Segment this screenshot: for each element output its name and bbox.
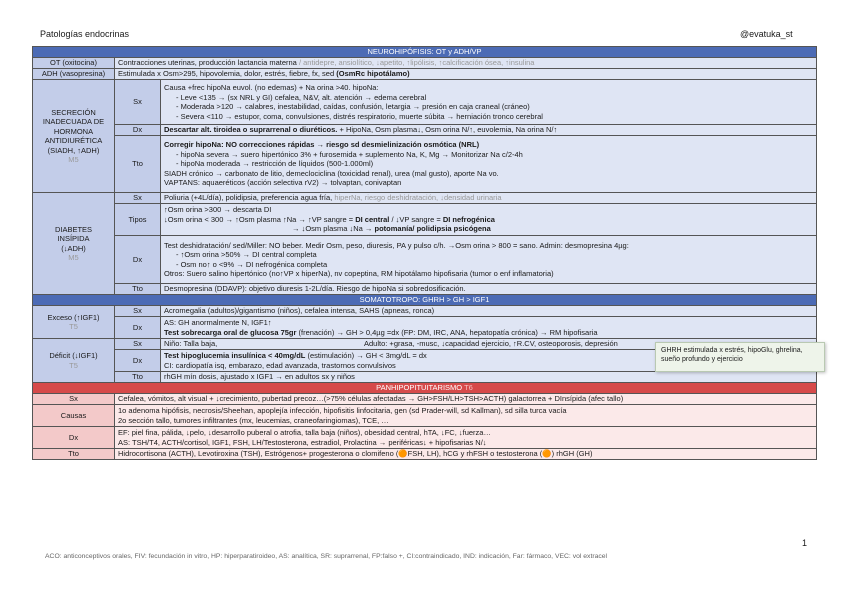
deficit-tto-content: rhGH mín dosis, ajustado x IGF1 → en adultos sx y niños: [161, 372, 817, 383]
deficit-dx-content: Test hipoglucemia insulínica < 40mg/dL (estimulación) → GH < 3mg/dL = dx CI: cardiopatía isq, embarazo, edad avanzada, trastornos convulsivos: [161, 350, 817, 372]
abbreviations-footer: ACO: anticonceptivos orales, FIV: fecundación in vitro, HP: hiperparatiroideo, AS: analítica, SR: suprarrenal, FP:falso +, CI:contraindicado, IND: indicación, Far: fármaco, VEC: vol extracel: [45, 553, 608, 560]
author-handle: @evatuka_st: [740, 29, 793, 39]
ot-description: Contracciones uterinas, producción lactancia materna / antidepre, ansiolítico, ↓apetito, ↑lipólisis, ↑calcificación ósea, ↑insulina: [115, 58, 817, 69]
module-tag: M5: [68, 155, 79, 164]
module-tag: T5: [69, 360, 78, 370]
siadh-sx-label: Sx: [115, 80, 161, 125]
exceso-sx-content: Acromegalia (adultos)/gigantismo (niños), cefalea intensa, SAHS (apneas, ronca): [161, 306, 817, 317]
panhipo-tto-label: Tto: [33, 449, 115, 460]
ghrh-note-callout: GHRH estimulada x estrés, hipoGlu, ghrelina, sueño profundo y ejercicio: [655, 342, 825, 372]
adh-description: Estimulada x Osm>295, hipovolemia, dolor, estrés, fiebre, fx, sed (OsmRc hipotálamo): [115, 69, 817, 80]
siadh-sx-content: Causa +frec hipoNa euvol. (no edemas) + Na orina >40. hipoNa: - Leve <135 → (sx NRL y GI) cefalea, N&V, alt. atención → edema cerebral - Moderada >120 → calabres, inestabilidad, caídas, confusión, letargia → presión en caja craneal (cráneo) - Severa <110 → estupor, coma, convulsiones, distrés respiratorio, muerte súbita → herniación tronco cerebral: [161, 80, 817, 125]
exceso-sx-label: Sx: [115, 306, 161, 317]
exceso-igf1-label: Exceso (↑IGF1) T5: [33, 306, 115, 339]
panhipo-causas-content: 1o adenoma hipófisis, necrosis/Sheehan, apoplejía infección, hipofisitis linfocitaria, gen (sd Prader-will, sd Kallman), sd silla turca vacía 2o sección tallo, tumores infiltrantes (mx, leucemias, craneofaringiomas), TCE, …: [115, 405, 817, 427]
endocrine-table: [32, 46, 817, 460]
di-tto-content: Desmopresina (DDAVP): objetivo diuresis 1-2L/día. Riesgo de hipoNa si sobredosificación.: [161, 284, 817, 295]
panhipo-dx-label: Dx: [33, 427, 115, 449]
deficit-sx-content: Niño: Talla baja, Adulto: +grasa, -musc, ↓capacidad ejercicio, ↑R.CV, osteoporosis, depresión: [161, 339, 817, 350]
di-sx-content: Poliuria (+4L/día), polidipsia, preferencia agua fría, hiperNa, riesgo deshidratación, ↓densidad urinaria: [161, 193, 817, 204]
siadh-dx-content: Descartar alt. tiroidea o suprarrenal o diuréticos. + HipoNa, Osm plasma↓, Osm orina N/↑, euvolemia, Na orina N/↑: [161, 125, 817, 136]
di-sx-label: Sx: [115, 193, 161, 204]
di-dx-content: Test deshidratación/ sed/Miller: NO beber. Medir Osm, peso, diuresis, PA y pulso c/h. →Osm orina > 800 = sano. Admin: desmopresina 4µg: - ↑Osm orina >50% → DI central completa - Osm no↑ o <9% → DI nefrogénica completa Otros: Suero salino hipertónico (no↑VP x hiperNa), nv copeptina, RM hipotálamo hipofisaria (tumor o enf inflamatoria): [161, 236, 817, 284]
module-tag: M5: [68, 253, 79, 262]
panhipo-causas-label: Causas: [33, 405, 115, 427]
deficit-igf1-label: Déficit (↓IGF1) T5: [33, 339, 115, 383]
document-title: Patologías endocrinas: [40, 29, 130, 39]
exceso-dx-label: Dx: [115, 317, 161, 339]
siadh-label: SECRECIÓN INADECUADA DE HORMONA ANTIDIURÉTICA (SIADH, ↑ADH) M5: [33, 80, 115, 193]
section-somatotropo: SOMATOTROPO: GHRH > GH > IGF1: [33, 295, 817, 306]
page-number: 1: [802, 538, 808, 548]
exceso-dx-content: AS: GH anormalmente N, IGF1↑ Test sobrecarga oral de glucosa 75gr (frenación) → GH > 0,4µg =dx (FP: DM, IRC, ANA, hepatopatía crónica) → RM hipofisaria: [161, 317, 817, 339]
row-label-adh: ADH (vasopresina): [33, 69, 115, 80]
siadh-tto-content: Corregir hipoNa: NO correcciones rápidas → riesgo sd desmielinización osmótica (NRL) - hipoNa severa → suero hipertónico 3% + furosemida + suplemento Na, K, Mg → Monitorizar Na c/2-4h - hipoNa moderada → restricción de líquidos (500-1.000ml) SIADH crónico → carbonato de litio, demeclociclina (toxicidad renal), urea (mal gusto), aporte Na vo. VAPTANS: aquaeréticos (acción selectiva rV2) → tolvaptan, conivaptan: [161, 136, 817, 193]
di-label: DIABETES INSÍPIDA (↓ADH) M5: [33, 193, 115, 295]
deficit-dx-label: Dx: [115, 350, 161, 372]
module-tag: T5: [69, 322, 78, 331]
panhipo-sx-label: Sx: [33, 394, 115, 405]
deficit-tto-label: Tto: [115, 372, 161, 383]
row-label-ot: OT (oxitocina): [33, 58, 115, 69]
section-neurohipofisis: NEUROHIPÓFISIS: OT y ADH/VP: [33, 47, 817, 58]
deficit-sx-label: Sx: [115, 339, 161, 350]
di-tipos-label: Tipos: [115, 204, 161, 236]
panhipo-dx-content: EF: piel fina, pálida, ↓pelo, ↓desarrollo puberal o atrofia, talla baja (niños), obesidad central, hTA, ↓FC, ↓fuerza… AS: TSH/T4, ACTH/cortisol, IGF1, FSH, LH/Testosterona, estradiol, Prolactina → periféricas↓ + hipofisarias N/↓: [115, 427, 817, 449]
di-tipos-content: ↑Osm orina >300 → descarta DI ↓Osm orina < 300 → ↑Osm plasma ↑Na → ↑VP sangre = DI central / ↓VP sangre = DI nefrogénica → ↓Osm plasma ↓Na → potomanía/ polidipsia psicógena: [161, 204, 817, 236]
di-tto-label: Tto: [115, 284, 161, 295]
siadh-tto-label: Tto: [115, 136, 161, 193]
siadh-dx-label: Dx: [115, 125, 161, 136]
module-tag: T6: [464, 383, 473, 393]
panhipo-tto-content: Hidrocortisona (ACTH), Levotiroxina (TSH), Estrógenos+ progesterona o clomifeno (🟠FSH, LH), hCG y rhFSH o testosterona (🟠) rhGH (GH): [115, 449, 817, 460]
di-dx-label: Dx: [115, 236, 161, 284]
panhipo-sx-content: Cefalea, vómitos, alt visual + ↓crecimiento, pubertad precoz…(>75% células afectadas → GH>FSH/LH>TSH>ACTH) galactorrea + DInsípida (afec tallo): [115, 394, 817, 405]
section-panhipopituitarismo: PANHIPOPITUITARISMO T6: [33, 383, 817, 394]
